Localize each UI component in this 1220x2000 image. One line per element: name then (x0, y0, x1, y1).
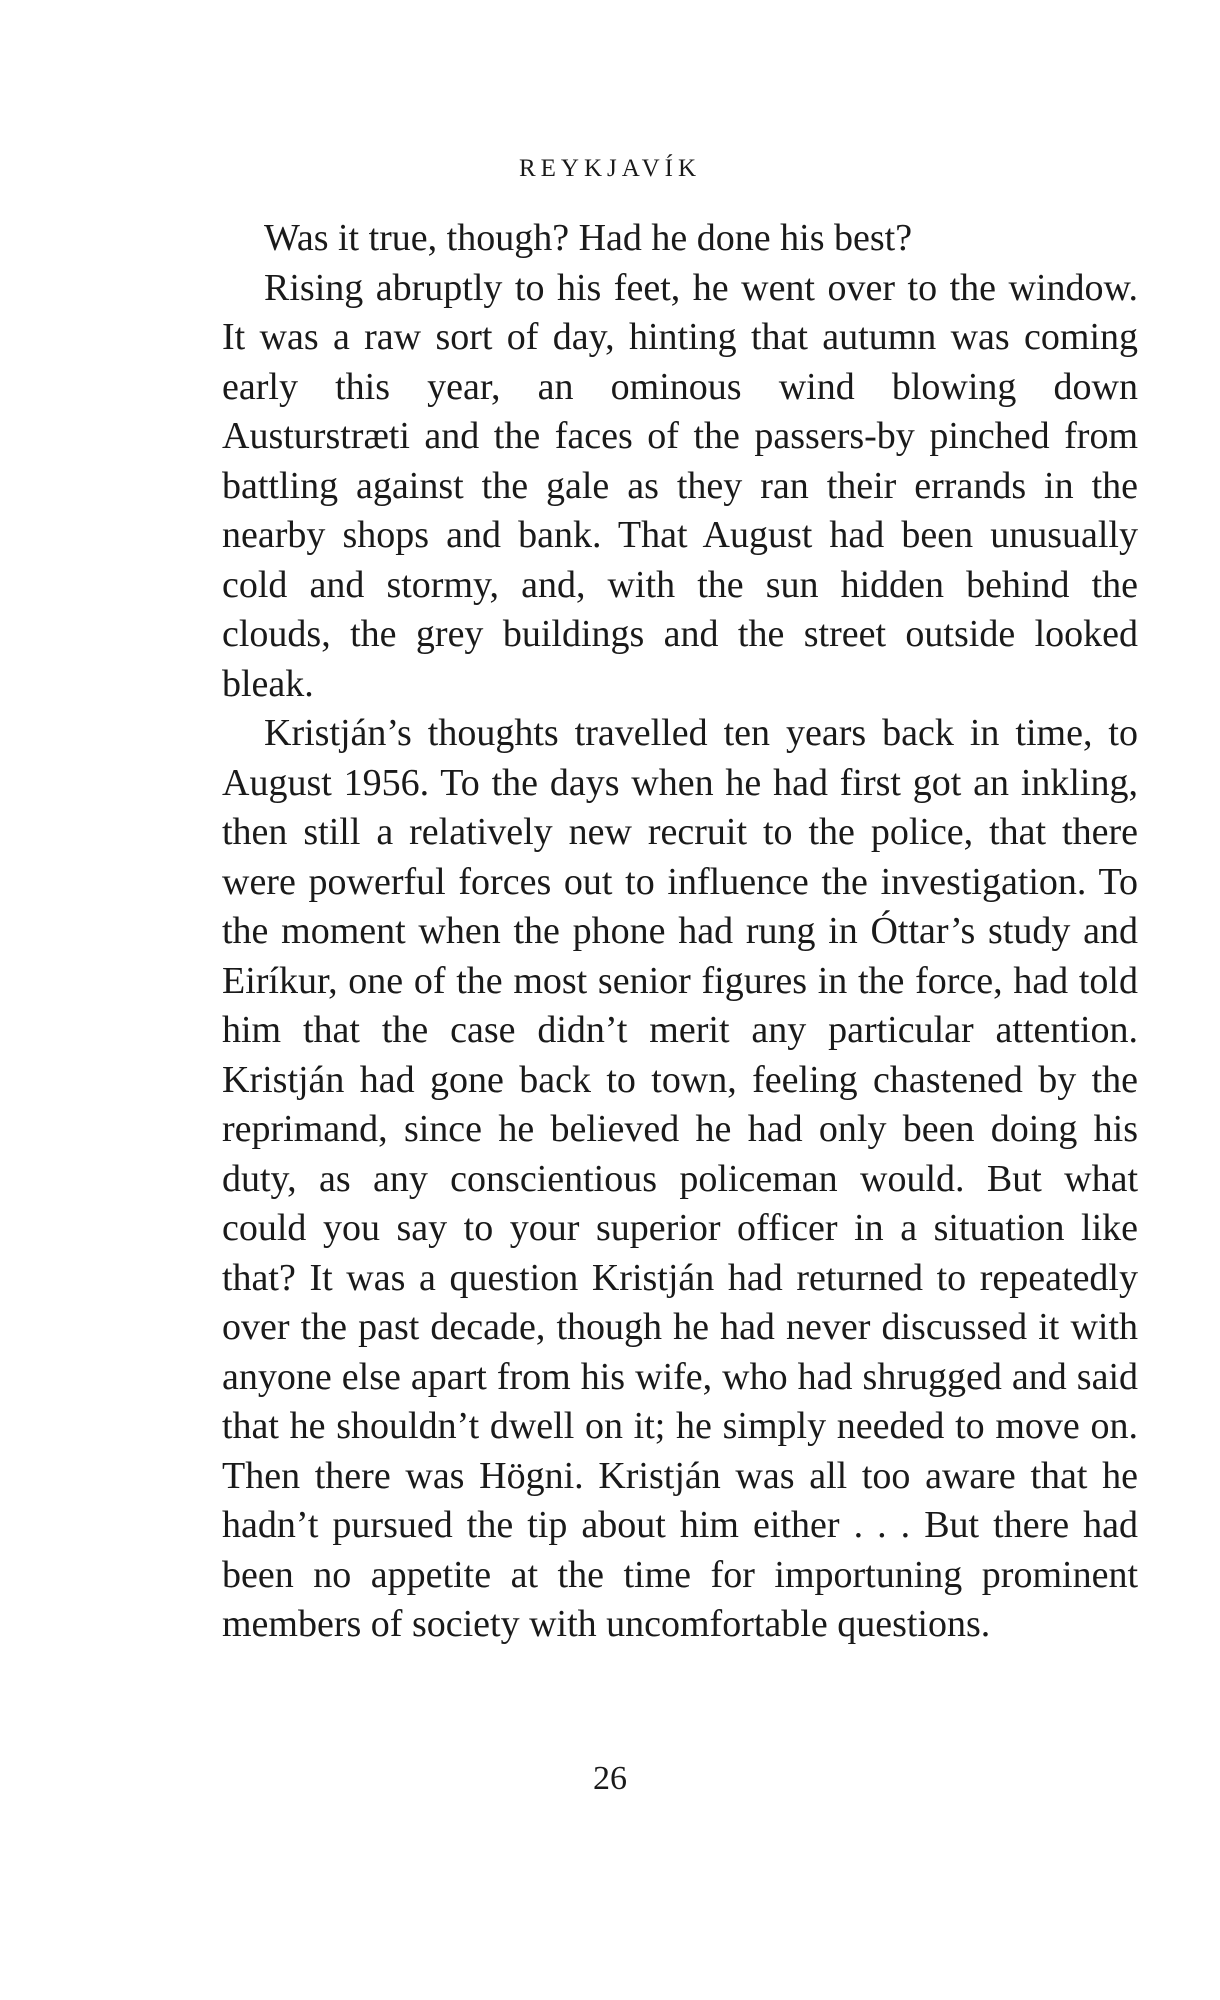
body-text (222, 214, 1138, 1650)
page-number: 26 (593, 1760, 627, 1797)
paragraph-3: Kristján’s thoughts travelled ten years back in time, to August 1956. To the days when he had first got an inkling, then still a relatively new recruit to the police, that there were powerful forces out to influence the investigation. To the moment when the phone had rung in Óttar’s study and Eiríkur, one of the most senior figures in the force, had told him that the case didn’t merit any particular attention. Kristján had gone back to town, feeling chastened by the reprimand, since he believed he had only been doing his duty, as any conscientious policeman would. But what could you say to your superior officer in a situation like that? It was a question Kristján had returned to repeatedly over the past decade, though he had never discussed it with anyone else apart from his wife, who had shrugged and said that he shouldn’t dwell on it; he simply needed to move on. Then there was Högni. Kristján was all too aware that he hadn’t pursued the tip about him either . . . But there had been no appetite at the time for importuning prominent members of society with uncomfortable questions. (222, 712, 1138, 1645)
paragraph-2: Rising abruptly to his feet, he went over to the window. It was a raw sort of day, hinting that autumn was coming early this year, an ominous wind blowing down Austurstræti and the faces of the passers-by pinched from battling against the gale as they ran their errands in the nearby shops and bank. That August had been unusually cold and stormy, and, with the sun hidden behind the clouds, the grey buildings and the street outside looked bleak. (222, 266, 1138, 705)
running-head: REYKJAVÍK (518, 155, 702, 182)
paragraph-1: Was it true, though? Had he done his best? (264, 217, 913, 259)
